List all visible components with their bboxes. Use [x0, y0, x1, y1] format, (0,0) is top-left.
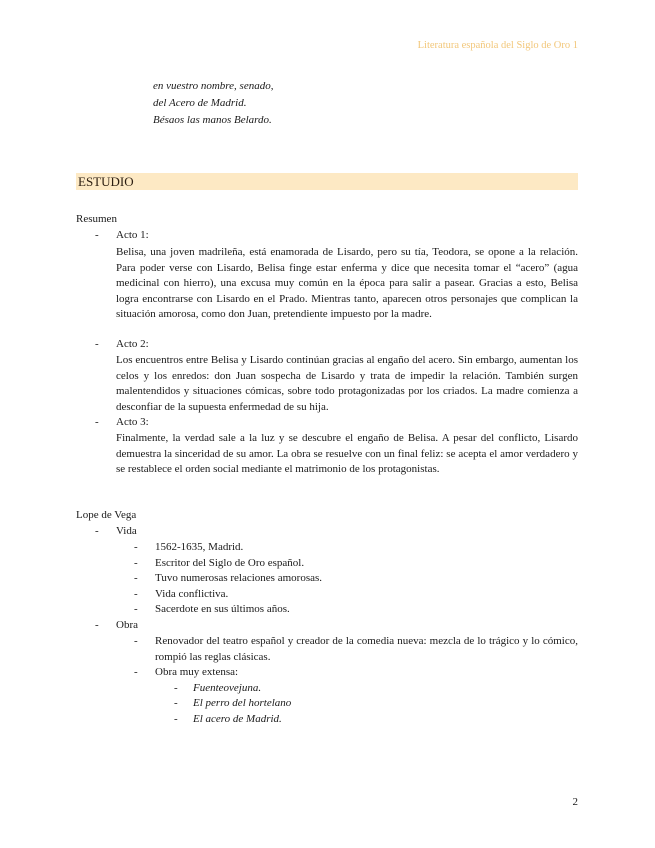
obra-renovador: Renovador del teatro español y creador de la comedia nueva: mezcla de lo trágico y lo cómico, rompió las reglas clásicas.: [155, 635, 578, 663]
work-title: Fuenteovejuna.: [193, 682, 262, 694]
bullet-dash: -: [174, 682, 178, 694]
vida-item: Sacerdote en sus últimos años.: [155, 603, 290, 615]
bullet-dash: -: [95, 525, 99, 537]
bullet-dash: -: [134, 588, 138, 600]
lope-heading: Lope de Vega: [76, 509, 137, 521]
work-title: El acero de Madrid.: [193, 713, 282, 725]
verse-line: Bésaos las manos Belardo.: [153, 114, 272, 126]
running-header: Literatura española del Siglo de Oro 1: [417, 40, 578, 51]
verse-quote: [153, 78, 273, 129]
act-1-summary: Belisa, una joven madrileña, está enamorada de Lisardo, pero su tía, Teodora, se opone a la relación. Para poder verse con Lisardo, Belisa finge estar enferma y dice que necesita tomar el “acero” (agua medicinal con hierro), una excusa muy común en la época para salir a pasear. Gracias a esto, Belisa logra encontrarse con Lisardo en el Prado. Mientras tanto, aparecen otros personajes que complican la situación amorosa, como don Juan, pretendiente impuesto por la madre.: [116, 246, 578, 321]
act-3-summary: Finalmente, la verdad sale a la luz y se descubre el engaño de Belisa. A pesar del conflicto, Lisardo demuestra la sinceridad de su amor. La obra se resuelve con un final feliz: se acepta el amor verdadero y se restablece el orden social mediante el matrimonio de los protagonistas.: [116, 432, 578, 476]
bullet-dash: -: [174, 697, 178, 709]
bullet-dash: -: [95, 619, 99, 631]
bullet-dash: -: [134, 557, 138, 569]
obra-label: Obra: [116, 619, 138, 631]
bullet-dash: -: [134, 666, 138, 678]
bullet-dash: -: [95, 229, 99, 241]
bullet-dash: -: [134, 635, 138, 647]
bullet-dash: -: [174, 713, 178, 725]
vida-item: Vida conflictiva.: [155, 588, 229, 600]
act-3-label: Acto 3:: [116, 416, 149, 428]
vida-item: 1562-1635, Madrid.: [155, 541, 244, 553]
resumen-heading: Resumen: [76, 213, 117, 225]
bullet-dash: -: [95, 416, 99, 428]
verse-line: del Acero de Madrid.: [153, 97, 247, 109]
section-heading-bar: [76, 173, 578, 190]
bullet-dash: -: [134, 572, 138, 584]
vida-item: Tuvo numerosas relaciones amorosas.: [155, 572, 323, 584]
section-title: ESTUDIO: [78, 174, 134, 189]
vida-label: Vida: [116, 525, 137, 537]
vida-item: Escritor del Siglo de Oro español.: [155, 557, 305, 569]
page-number: 2: [572, 796, 578, 808]
act-2-label: Acto 2:: [116, 338, 149, 350]
act-1-label: Acto 1:: [116, 229, 149, 241]
obra-extensa-label: Obra muy extensa:: [155, 666, 239, 678]
verse-line: en vuestro nombre, senado,: [153, 80, 274, 92]
act-2-summary: Los encuentros entre Belisa y Lisardo continúan gracias al engaño del acero. Sin embargo, aumentan los celos y los enredos: don Juan sospecha de Lisardo y trata de impedir la relación. También surgen malentendidos y situaciones cómicas, sobre todo protagonizadas por los criados. La madre comienza a desconfiar de la supuesta enfermedad de su hija.: [116, 354, 578, 413]
bullet-dash: -: [134, 541, 138, 553]
bullet-dash: -: [95, 338, 99, 350]
bullet-dash: -: [134, 603, 138, 615]
work-title: El perro del hortelano: [193, 697, 292, 709]
